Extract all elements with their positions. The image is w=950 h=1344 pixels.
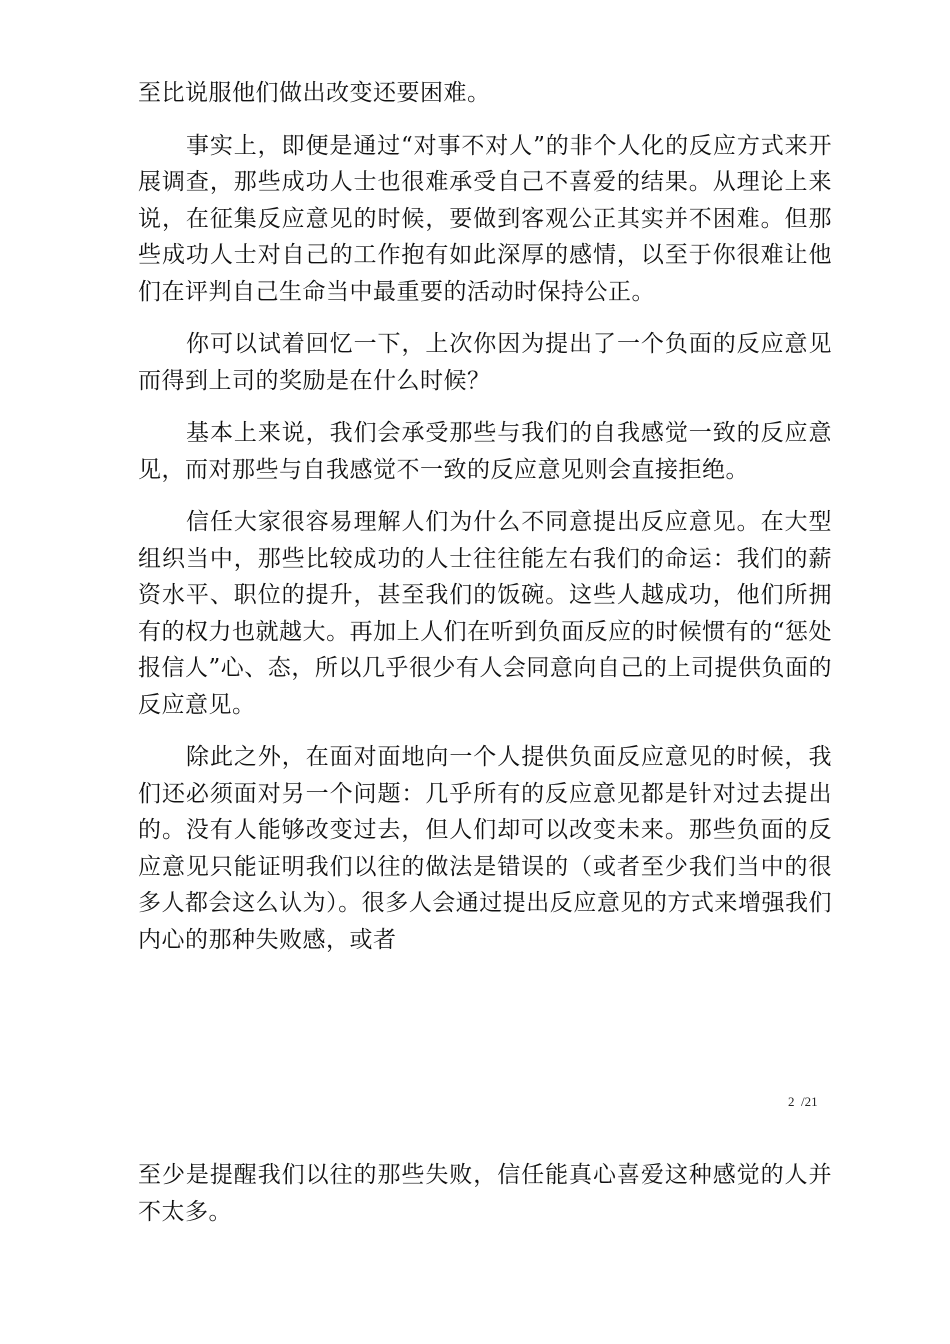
page-body-bottom — [138, 1157, 832, 1230]
paragraph: 除此之外，在面对面地向一个人提供负面反应意见的时候，我们还必须面对另一个问题：几乎所有的反应意见都是针对过去提出的。没有人能够改变过去，但人们却可以改变未来。那些负面的反应意见只能证明我们以往的做法是错误的（或者至少我们当中的很多人都会这么认为）。很多人会通过提出反应意见的方式来增强我们内心的那种失败感，或者 — [138, 744, 832, 953]
paragraph: 信任大家很容易理解人们为什么不同意提出反应意见。在大型组织当中，那些比较成功的人士往往能左右我们的命运：我们的薪资水平、职位的提升，甚至我们的饭碗。这些人越成功，他们所拥有的权力也就越大。再加上人们在听到负面反应的时候惯有的“惩处报信人”心、态，所以几乎很少有人会同意向自己的上司提供负面的反应意见。 — [138, 509, 832, 718]
page-number: 2 /21 — [788, 1094, 818, 1109]
page-body-top — [138, 75, 832, 958]
paragraph: 你可以试着回忆一下，上次你因为提出了一个负面的反应意见而得到上司的奖励是在什么时候？ — [138, 331, 832, 394]
paragraph: 至少是提醒我们以往的那些失败，信任能真心喜爱这种感觉的人并不太多。 — [138, 1162, 832, 1225]
paragraph: 至比说服他们做出改变还要困难。 — [138, 80, 491, 106]
paragraph: 事实上，即便是通过“对事不对人”的非个人化的反应方式来开展调查，那些成功人士也很难承受自己不喜爱的结果。从理论上来说，在征集反应意见的时候，要做到客观公正其实并不困难。但那些成功人士对自己的工作抱有如此深厚的感情，以至于你很难让他们在评判自己生命当中最重要的活动时保持公正。 — [138, 132, 832, 305]
paragraph: 基本上来说，我们会承受那些与我们的自我感觉一致的反应意见，而对那些与自我感觉不一致的反应意见则会直接拒绝。 — [138, 420, 832, 483]
